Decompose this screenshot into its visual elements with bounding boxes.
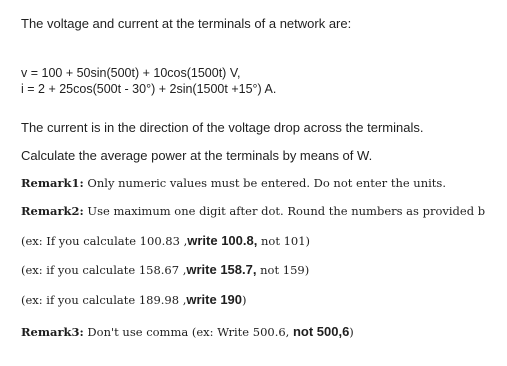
remark-2-label: Remark2:: [21, 204, 84, 218]
example-1-prefix: (ex: If you calculate 100.83 ,: [21, 234, 188, 248]
example-2-write: write 158.7,: [186, 262, 257, 277]
example-1: [21, 233, 310, 248]
remark-3-close: ): [349, 325, 354, 339]
question-text: Calculate the average power at the terminals by means of W.: [21, 148, 373, 163]
example-2-suffix: not 159): [256, 263, 310, 277]
intro-text: The voltage and current at the terminals of a network are:: [21, 16, 352, 31]
current-equation: i = 2 + 25cos(500t - 30°) + 2sin(1500t +15°) A.: [21, 82, 277, 96]
example-3-write: write 190: [186, 292, 243, 307]
remark-3-not: not 500,6: [289, 324, 350, 339]
example-2: [21, 262, 309, 277]
remark-1-label: Remark1:: [21, 176, 84, 190]
example-1-write: write 100.8,: [187, 233, 258, 248]
example-3-suffix: ): [242, 293, 247, 307]
example-1-suffix: not 101): [257, 234, 311, 248]
current-direction-text: The current is in the direction of the voltage drop across the terminals.: [21, 120, 424, 135]
remark-3-text: Don't use comma (ex: Write 500.6,: [83, 325, 290, 339]
remark-3: [21, 324, 354, 339]
voltage-equation: v = 100 + 50sin(500t) + 10cos(1500t) V,: [21, 66, 241, 80]
remark-1: [21, 176, 446, 190]
example-3: [21, 292, 247, 307]
remark-2-text: Use maximum one digit after dot. Round the numbers as provided b: [83, 204, 486, 218]
remark-1-text: Only numeric values must be entered. Do not enter the units.: [83, 176, 446, 190]
remark-3-label: Remark3:: [21, 325, 84, 339]
example-3-prefix: (ex: if you calculate 189.98 ,: [21, 293, 187, 307]
remark-2: [21, 204, 485, 218]
example-2-prefix: (ex: if you calculate 158.67 ,: [21, 263, 187, 277]
